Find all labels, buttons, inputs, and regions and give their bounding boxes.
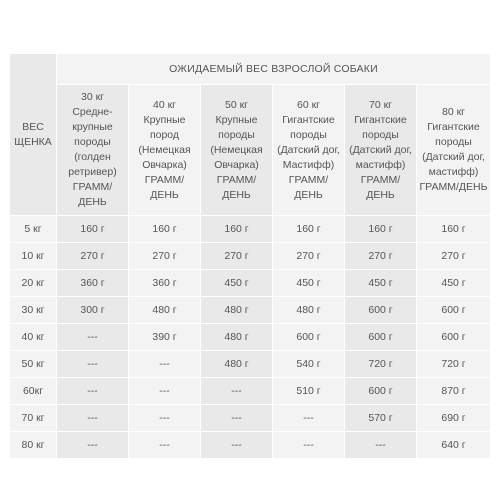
grams-per-day-cell: 540 г [273,351,345,378]
grams-per-day-cell: --- [57,378,129,405]
grams-per-day-cell: 270 г [273,243,345,270]
puppy-weight-cell: 50 кг [10,351,57,378]
table-body [10,216,491,459]
grams-per-day-cell: 640 г [417,432,491,459]
grams-per-day-cell: 480 г [129,297,201,324]
puppy-weight-cell: 70 кг [10,405,57,432]
grams-per-day-cell: 270 г [201,243,273,270]
breed-header-line: 80 кг [441,106,466,118]
grams-per-day-cell: 270 г [345,243,417,270]
grams-per-day-cell: 160 г [201,216,273,243]
grams-per-day-cell: --- [57,405,129,432]
grams-per-day-cell: --- [345,432,417,459]
grams-per-day-cell: 480 г [201,351,273,378]
breed-header-line: Гигантские [427,121,480,133]
puppy-weight-cell: 40 кг [10,324,57,351]
breed-header-line: ДЕНЬ [150,188,179,201]
puppy-weight-header [10,54,57,216]
breed-header-line: мастифф) [355,158,406,171]
breed-header-line: 40 кг [152,98,177,111]
breed-header-line: (Датский дог, [349,143,412,156]
grams-per-day-cell: --- [201,378,273,405]
breed-header-line: ДЕНЬ [222,188,251,201]
breed-header-line: Средне- [72,106,113,118]
grams-per-day-cell: 270 г [57,243,129,270]
breed-header-line: Гигантские [282,113,335,126]
grams-per-day-cell: 720 г [417,351,491,378]
breed-header-line: (Датский дог, [277,143,340,156]
breed-header-line: Крупные [143,113,186,126]
breed-header-line: ретривер) [68,166,117,178]
breed-column-header [273,85,345,216]
table-row [10,324,491,351]
table-row [10,405,491,432]
grams-per-day-cell: --- [129,378,201,405]
breed-header-line: ГРАММ/ [216,173,257,186]
grams-per-day-cell: 160 г [273,216,345,243]
breed-header-line: Овчарка) [214,158,259,171]
breed-header-line: (Немецкая [138,143,191,156]
grams-per-day-cell: 270 г [129,243,201,270]
breed-header-line: (голден [74,151,111,163]
grams-per-day-cell: 720 г [345,351,417,378]
grams-per-day-cell: 600 г [417,324,491,351]
breed-column-header [417,85,491,216]
grams-per-day-cell: 450 г [345,270,417,297]
grams-per-day-cell: --- [129,351,201,378]
table-row [10,297,491,324]
grams-per-day-cell: 450 г [201,270,273,297]
breed-header-line: породы [74,136,111,148]
breed-header-row [10,85,491,216]
grams-per-day-cell: 390 г [129,324,201,351]
grams-per-day-cell: --- [201,432,273,459]
grams-per-day-cell: --- [57,351,129,378]
breed-header-line: 70 кг [368,98,393,111]
breed-header-line: породы [218,128,255,141]
breed-header-line: ГРАММ/ДЕНЬ [360,173,401,201]
table-row [10,432,491,459]
grams-per-day-cell: 600 г [417,297,491,324]
breed-header-line: ГРАММ/ДЕНЬ [288,173,329,201]
puppy-weight-cell: 5 кг [10,216,57,243]
grams-per-day-cell: 300 г [57,297,129,324]
breed-header-line: Гигантские [354,113,407,126]
breed-header-line: 60 кг [296,98,321,111]
breed-column-header [345,85,417,216]
breed-column-header [201,85,273,216]
grams-per-day-cell: 600 г [345,324,417,351]
breed-header-line: породы [290,128,327,141]
table-row [10,243,491,270]
puppy-weight-cell: 20 кг [10,270,57,297]
grams-per-day-cell: 160 г [57,216,129,243]
breed-header-line: (Датский дог, [422,151,485,163]
grams-per-day-cell: 270 г [417,243,491,270]
puppy-weight-header-line: ЩЕНКА [14,135,52,148]
grams-per-day-cell: 600 г [273,324,345,351]
grams-per-day-cell: 510 г [273,378,345,405]
grams-per-day-cell: --- [273,432,345,459]
grams-per-day-cell: --- [273,405,345,432]
breed-header-line: ГРАММ/ДЕНЬ [419,181,488,193]
puppy-weight-cell: 80 кг [10,432,57,459]
grams-per-day-cell: --- [129,405,201,432]
puppy-weight-cell: 60кг [10,378,57,405]
table-row [10,270,491,297]
breed-header-line: ГРАММ/ [144,173,185,186]
grams-per-day-cell: 160 г [345,216,417,243]
breed-header-line: мастифф) [428,166,479,178]
grams-per-day-cell: 690 г [417,405,491,432]
breed-header-line: породы [435,136,472,148]
grams-per-day-cell: 160 г [417,216,491,243]
grams-per-day-cell: 600 г [345,297,417,324]
table-row [10,216,491,243]
table-row [10,351,491,378]
puppy-weight-cell: 10 кг [10,243,57,270]
grams-per-day-cell: 450 г [273,270,345,297]
puppy-weight-cell: 30 кг [10,297,57,324]
breed-header-line: крупные [72,121,113,133]
table-row [10,378,491,405]
grams-per-day-cell: 480 г [273,297,345,324]
breed-column-header [129,85,201,216]
breed-header-line: 30 кг [80,91,105,103]
breed-header-line: ГРАММ/ДЕНЬ [72,181,113,208]
grams-per-day-cell: --- [201,405,273,432]
breed-header-line: пород [149,128,180,141]
grams-per-day-cell: --- [57,324,129,351]
grams-per-day-cell: 360 г [57,270,129,297]
breed-header-line: 50 кг [224,98,249,111]
breed-header-line: породы [362,128,399,141]
grams-per-day-cell: 450 г [417,270,491,297]
grams-per-day-cell: --- [129,432,201,459]
grams-per-day-cell: 480 г [201,324,273,351]
breed-header-line: Крупные [215,113,258,126]
grams-per-day-cell: --- [57,432,129,459]
puppy-weight-header-line: ВЕС [22,120,44,133]
grams-per-day-cell: 570 г [345,405,417,432]
feeding-table [9,53,491,459]
breed-header-line: (Немецкая [210,143,263,156]
grams-per-day-cell: 480 г [201,297,273,324]
breed-header-line: Мастифф) [282,158,335,171]
grams-per-day-cell: 600 г [345,378,417,405]
breed-header-line: Овчарка) [142,158,187,171]
grams-per-day-cell: 160 г [129,216,201,243]
adult-weight-header: ОЖИДАЕМЫЙ ВЕС ВЗРОСЛОЙ СОБАКИ [57,54,491,85]
grams-per-day-cell: 360 г [129,270,201,297]
breed-column-header [57,85,129,216]
grams-per-day-cell: 870 г [417,378,491,405]
